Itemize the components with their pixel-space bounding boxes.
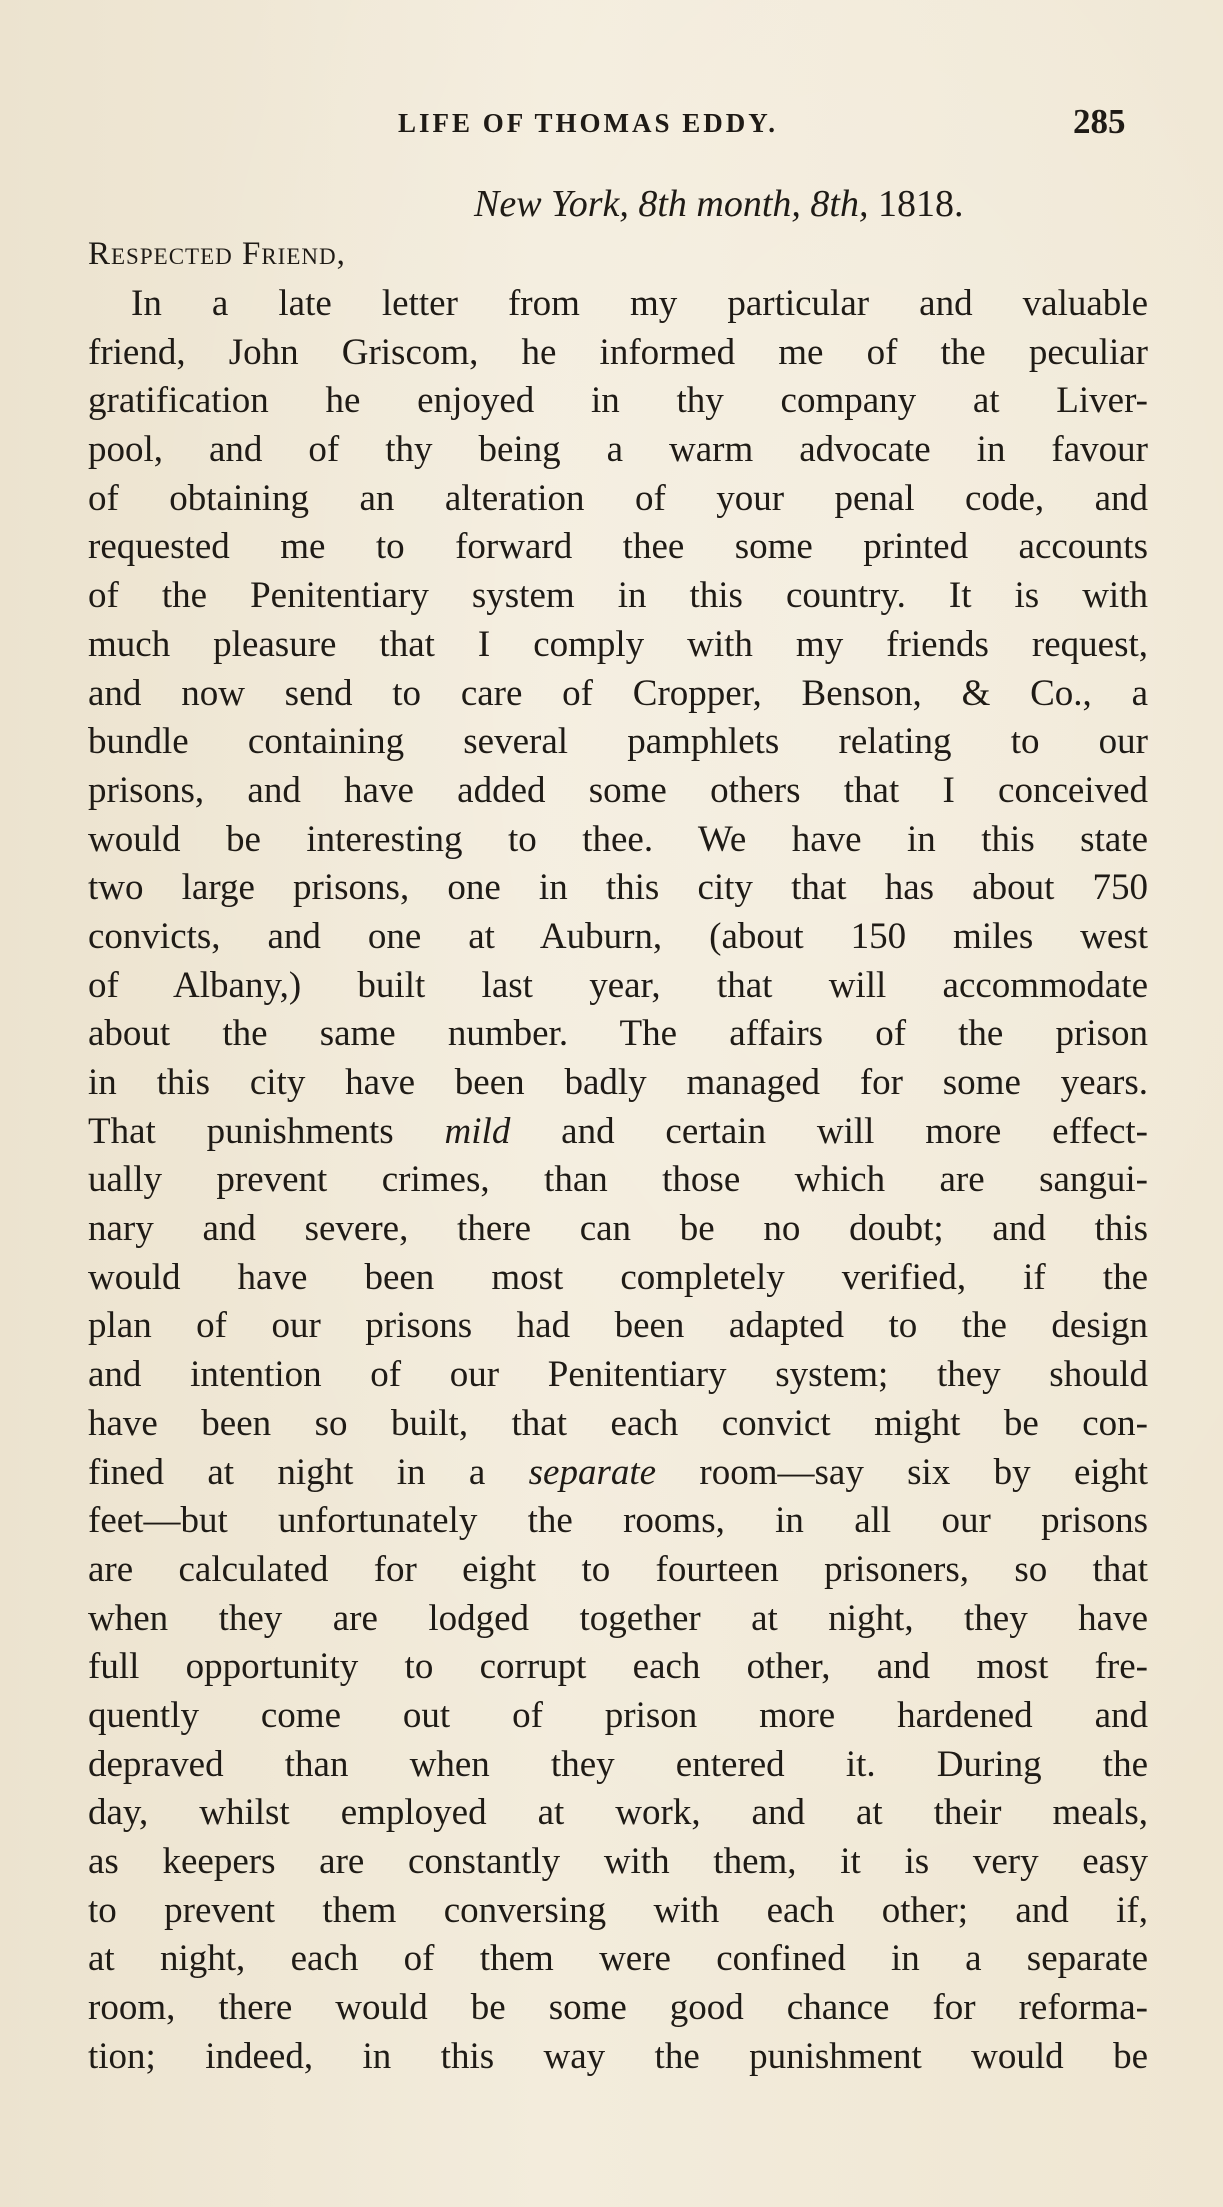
text-line: would have been most completely verified, if the bbox=[88, 1256, 1148, 1298]
text-line: of the Penitentiary system in this country. It is with bbox=[88, 575, 1148, 617]
dateline-day: 8th, bbox=[810, 183, 869, 225]
letter-salutation: Respected Friend, bbox=[88, 236, 346, 272]
text-line: and intention of our Penitentiary system; they should bbox=[88, 1354, 1148, 1396]
dateline-place: New York, bbox=[474, 183, 629, 225]
text-line: of obtaining an alteration of your penal code, and bbox=[88, 477, 1148, 519]
text-line: In a late letter from my particular and valuable bbox=[131, 283, 1148, 324]
text-segment: and certain will more effect- bbox=[510, 1110, 1148, 1152]
text-line: quently come out of prison more hardened and bbox=[88, 1694, 1148, 1736]
text-line: depraved than when they entered it. During the bbox=[88, 1743, 1148, 1785]
text-line: have been so built, that each convict might be con- bbox=[88, 1402, 1148, 1444]
text-line: to prevent them conversing with each other; and if, bbox=[88, 1889, 1148, 1931]
text-line: two large prisons, one in this city that has about 750 bbox=[88, 867, 1148, 909]
text-line: bundle containing several pamphlets relating to our bbox=[88, 721, 1148, 763]
text-line bbox=[88, 1449, 1148, 1498]
text-line: when they are lodged together at night, they have bbox=[88, 1597, 1148, 1639]
text-line: pool, and of thy being a warm advocate in favour bbox=[88, 429, 1148, 471]
text-line bbox=[88, 1108, 1148, 1157]
text-line: in this city have been badly managed for some years. bbox=[88, 1062, 1148, 1103]
page-number: 285 bbox=[1073, 102, 1126, 141]
text-line: are calculated for eight to fourteen prisoners, so that bbox=[88, 1548, 1148, 1590]
text-line: plan of our prisons had been adapted to the design bbox=[88, 1305, 1148, 1347]
text-line: would be interesting to thee. We have in this state bbox=[88, 818, 1148, 860]
italic-emphasis: mild bbox=[444, 1110, 511, 1152]
text-segment: room—say six by eight bbox=[656, 1451, 1148, 1493]
dateline-year: 1818. bbox=[877, 183, 964, 225]
text-line: and now send to care of Cropper, Benson, & Co., a bbox=[88, 672, 1148, 714]
text-line: much pleasure that I comply with my friends request, bbox=[88, 623, 1148, 665]
text-line: day, whilst employed at work, and at their meals, bbox=[88, 1792, 1148, 1834]
letter-body bbox=[88, 280, 1148, 2081]
text-line: room, there would be some good chance for reforma- bbox=[88, 1987, 1148, 2029]
text-segment: fined at night in a bbox=[88, 1451, 529, 1493]
text-line: friend, John Griscom, he informed me of the peculiar bbox=[88, 331, 1148, 373]
running-head-title: LIFE OF THOMAS EDDY. bbox=[398, 108, 779, 138]
text-line: tion; indeed, in this way the punishment would be bbox=[88, 2035, 1148, 2077]
text-line: about the same number. The affairs of the prison bbox=[88, 1013, 1148, 1055]
text-line: feet—but unfortunately the rooms, in all our prisons bbox=[88, 1500, 1148, 1542]
text-line: prisons, and have added some others that I conceived bbox=[88, 769, 1148, 811]
text-line: requested me to forward thee some printed accounts bbox=[88, 526, 1148, 568]
italic-emphasis: separate bbox=[528, 1451, 657, 1493]
letter-dateline bbox=[474, 182, 963, 226]
text-line: gratification he enjoyed in thy company at Liver- bbox=[88, 380, 1148, 422]
text-segment: That punishments bbox=[88, 1110, 445, 1152]
text-line: ually prevent crimes, than those which are sangui- bbox=[88, 1159, 1148, 1201]
text-line: at night, each of them were confined in a separate bbox=[88, 1938, 1148, 1980]
text-line: convicts, and one at Auburn, (about 150 miles west bbox=[88, 915, 1148, 957]
text-line: as keepers are constantly with them, it is very easy bbox=[88, 1841, 1148, 1882]
text-line: full opportunity to corrupt each other, and most fre- bbox=[88, 1646, 1148, 1688]
text-line: of Albany,) built last year, that will accommodate bbox=[88, 964, 1148, 1006]
dateline-month: 8th month, bbox=[638, 183, 801, 225]
text-line: nary and severe, there can be no doubt; and this bbox=[88, 1208, 1148, 1250]
